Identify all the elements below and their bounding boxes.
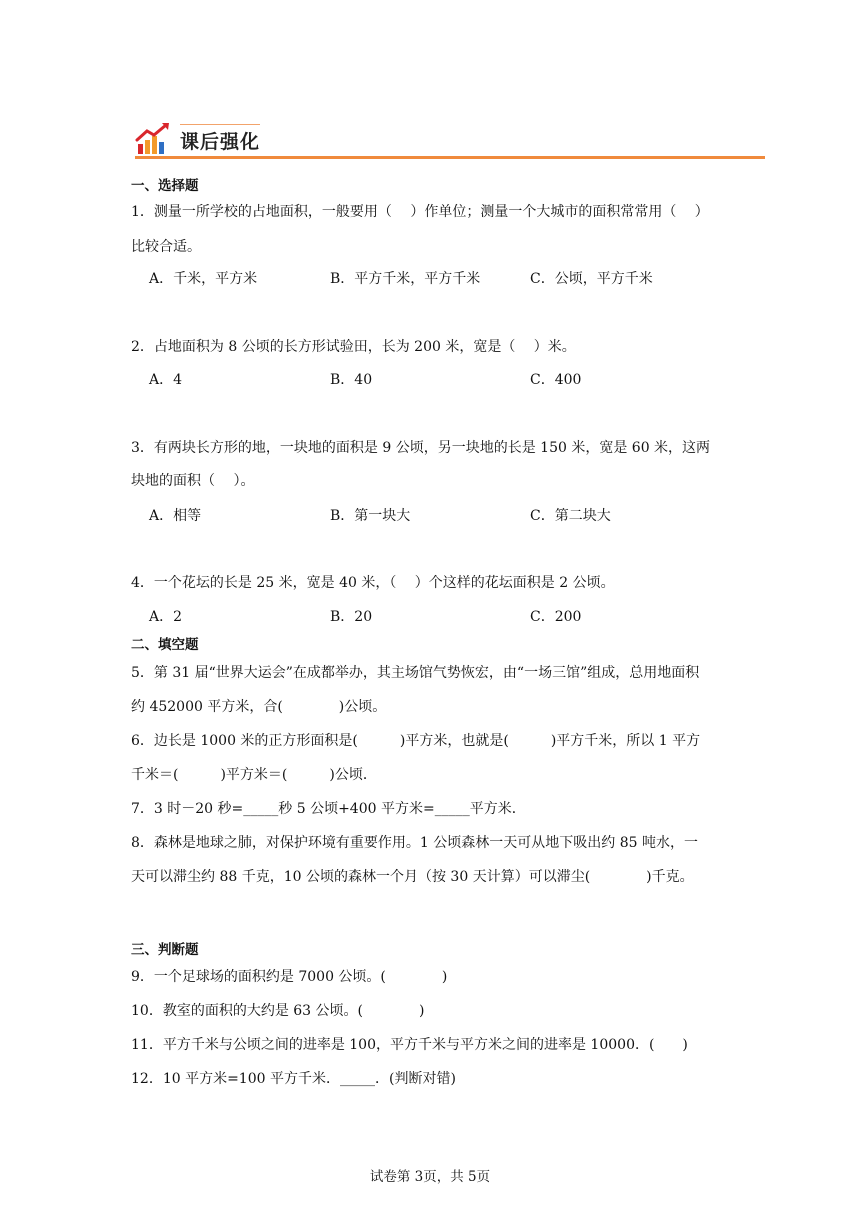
question-3-option-b[interactable]: B．第一块大: [330, 508, 411, 524]
question-5-line-1: 5．第 31 届“世界大运会”在成都举办，其主场馆气势恢宏，由“一场三馆”组成，总用地面积: [131, 665, 700, 681]
question-4-option-a[interactable]: A．2: [149, 609, 183, 625]
question-2-option-c[interactable]: C．400: [530, 372, 582, 388]
question-12-line-1: 12．10 平方米=100 平方千米．_____．(判断对错): [131, 1071, 456, 1087]
section-heading-choice: 一、选择题: [131, 178, 199, 194]
section-heading-judge: 三、判断题: [131, 942, 199, 958]
question-1-line-2: 比较合适。: [131, 239, 201, 255]
banner-underline: [135, 156, 765, 159]
section-banner: [135, 116, 765, 160]
question-3-line-1: 3．有两块长方形的地，一块地的面积是 9 公顷，另一块地的长是 150 米，宽是 60 米，这两: [131, 440, 711, 456]
question-6-line-1: 6．边长是 1000 米的正方形面积是( )平方米，也就是( )平方千米，所以 1 平方: [131, 733, 701, 749]
question-4-option-c[interactable]: C．200: [530, 609, 582, 625]
banner-title: 课后强化: [180, 131, 261, 153]
question-5-line-2: 约 452000 平方米，合( )公顷。: [131, 699, 387, 715]
question-2-option-a[interactable]: A．4: [149, 372, 183, 388]
page-footer: 试卷第 3页，共 5页: [369, 1169, 491, 1185]
question-6-line-2: 千米＝( )平方米＝( )公顷．: [131, 767, 377, 783]
question-2-line-1: 2．占地面积为 8 公顷的长方形试验田，长为 200 米，宽是（ ）米。: [131, 339, 576, 355]
question-3-line-2: 块地的面积（ ）。: [131, 473, 255, 489]
question-1-line-1: 1．测量一所学校的占地面积，一般要用（ ）作单位；测量一个大城市的面积常常用（ ）: [131, 204, 709, 220]
question-1-option-c[interactable]: C．公顷，平方千米: [530, 271, 653, 287]
question-10-line-1: 10．教室的面积的大约是 63 公顷。( ): [131, 1003, 425, 1019]
question-8-line-1: 8．森林是地球之肺，对保护环境有重要作用。1 公顷森林一天可从地下吸出约 85 吨水，一: [131, 835, 698, 851]
banner-accent-line: [180, 124, 260, 125]
question-1-option-a[interactable]: A．千米，平方米: [149, 271, 258, 287]
question-1-option-b[interactable]: B．平方千米，平方千米: [330, 271, 481, 287]
question-2-option-b[interactable]: B．40: [330, 372, 373, 388]
question-3-option-c[interactable]: C．第二块大: [530, 508, 611, 524]
question-9-line-1: 9．一个足球场的面积约是 7000 公顷。( ): [131, 969, 448, 985]
question-4-line-1: 4．一个花坛的长是 25 米，宽是 40 米，（ ）个这样的花坛面积是 2 公顷。: [131, 575, 615, 591]
question-7-line-1: 7．3 时－20 秒=_____秒 5 公顷+400 平方米=_____平方米．: [131, 801, 526, 817]
question-11-line-1: 11．平方千米与公顷之间的进率是 100，平方千米与平方米之间的进率是 10000．( ): [131, 1037, 688, 1053]
question-3-option-a[interactable]: A．相等: [149, 508, 202, 524]
section-heading-fill: 二、填空题: [131, 637, 199, 653]
growth-chart-icon: [135, 120, 173, 156]
question-8-line-2: 天可以滞尘约 88 千克，10 公顷的森林一个月（按 30 天计算）可以滞尘( )千克。: [131, 869, 694, 885]
question-4-option-b[interactable]: B．20: [330, 609, 373, 625]
